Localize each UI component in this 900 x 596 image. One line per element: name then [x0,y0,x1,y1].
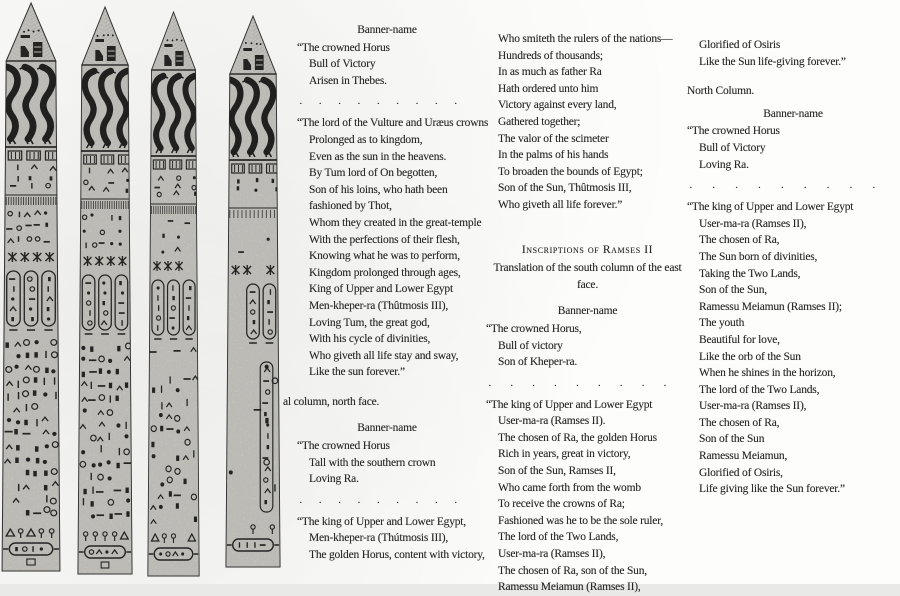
verse-line: Rich in years, great in victory, [498,448,631,461]
verse-line: User-ma-ra (Ramses II), [699,217,807,230]
verse-line: Like the sun forever.” [309,366,405,379]
verse-line: Son of the Sun [699,433,765,446]
verse-line: Who smiteth the rulers of the nations— [498,33,673,45]
verse-line: Kingdom prolonged through ages, [309,266,461,279]
verse-line: Prolonged as to kingdom, [309,133,423,146]
separator-dot: · [299,496,303,509]
verse-stanza [486,321,689,371]
verse-line: “The crowned Horus [297,440,390,453]
separator-dot: · [488,379,492,392]
verse-line: The chosen of Ra, [699,416,780,429]
verse-line: To broaden the bounds of Egypt; [498,165,643,178]
verse-line: Taking the Two Lands, [699,267,801,280]
separator-dot: · [575,379,580,392]
verse-line: Who giveth all life stay and sway, [309,349,459,362]
separator-dot: · [663,379,667,392]
verse-line: Loving Ra. [309,473,359,486]
verse-line: “The crowned Horus [687,125,780,138]
verse-line: Hundreds of thousands; [498,49,603,62]
separator-dot: · [395,98,400,111]
section-heading: Inscriptions of Ramses II [521,243,654,256]
verse-line: Men-kheper-ra (Thûtmosis III), [309,299,449,312]
verse-line: Knowing what he was to perform, [309,250,460,263]
verse-line: Loving Ra. [699,158,749,171]
separator-dot: · [318,496,322,509]
verse-line: Arisen in Thebes. [309,74,387,87]
text-column-middle [486,31,689,596]
separator-dot: · [415,496,419,509]
verse-line: Glorified of Osiris [699,39,781,51]
obelisk-illustration-2 [76,0,134,584]
separator-dot: · [509,379,514,392]
banner-name-heading: Banner-name [557,305,618,318]
obelisk-illustration-1 [0,0,62,584]
separator-dot: · [780,182,784,195]
verse-stanza [297,514,485,564]
verse-stanza [297,115,489,381]
verse-line: Ramessu Meiamun (Ramses II), [498,581,641,594]
verse-line: The chosen of Ra, [699,234,780,247]
verse-stanza [297,40,477,90]
verse-line: With the perfections of their flesh, [309,233,460,246]
separator-dot: · [531,379,536,392]
separator-dot: · [415,98,419,111]
verse-line: Glorified of Osiris, [699,466,783,479]
verse-line: “The king of Upper and Lower Egypt [486,398,653,411]
verse-line: Loving Tum, the great god, [309,316,430,329]
face-caption: al column, north face. [283,395,380,408]
ellipsis-separator [299,497,457,509]
verse-line: Son of his loins, who hath been [309,183,448,196]
verse-line: By Tum lord of On begotten, [309,167,438,180]
separator-dot: · [641,379,645,392]
verse-line: To receive the crowns of Ra; [498,498,625,511]
separator-dot: · [434,98,438,111]
banner-name-heading: Banner-name [357,24,417,36]
separator-dot: · [757,182,762,195]
verse-line: User-ma-ra (Ramses II), [699,400,807,413]
verse-line: “The crowned Horus [297,41,390,54]
verse-line: Like the Sun life-giving forever.” [699,55,846,68]
verse-line: Son of Kheper-ra. [498,356,578,369]
separator-dot: · [453,98,458,111]
verse-line: With his cycle of divinities, [309,333,431,346]
verse-line: “The king of Upper and Lower Egypt, [297,515,466,528]
separator-dot: · [299,98,303,111]
verse-line: fashioned by Thot, [309,200,392,213]
separator-dot: · [553,379,558,392]
separator-dot: · [734,182,739,195]
separator-dot: · [711,182,716,195]
separator-dot: · [689,182,693,195]
verse-stanza [687,199,899,498]
separator-dot: · [453,496,458,509]
verse-line: The golden Horus, content with victory, [309,549,485,562]
text-column-right [687,37,899,498]
verse-line: User-ma-ra (Ramses II), [498,548,606,561]
separator-dot: · [376,98,380,111]
verse-line: Ramessu Meiamun, [699,450,788,463]
verse-line: In the palms of his hands [498,149,609,162]
verse-line: The chosen of Ra, son of the Sun, [498,564,647,577]
verse-line: Life giving like the Sun forever.” [699,483,845,496]
verse-line: The youth [699,317,745,330]
verse-line: Gathered together; [498,115,581,128]
verse-line: “The crowned Horus, [486,322,582,335]
verse-stanza [687,37,899,70]
verse-line: The lord of the Two Lands, [498,531,619,544]
verse-line: Who came forth from the womb [498,481,641,494]
verse-line: Whom they created in the great-temple [309,216,482,229]
separator-dot: · [434,496,438,509]
separator-dot: · [872,182,876,195]
verse-line: Men-kheper-ra (Thútmosis III), [309,532,449,545]
verse-line: Beautiful for love, [699,333,780,346]
verse-stanza [486,397,689,596]
verse-line: Son of the Sun, Thûtmosis III, [498,182,632,195]
verse-line: “The king of Upper and Lower Egypt [687,201,854,214]
verse-line: The Sun born of divinities, [699,250,818,263]
ellipsis-separator [299,98,457,110]
banner-name-heading: Banner-name [357,422,417,435]
verse-line: Bull of Victory [309,58,376,71]
separator-dot: · [826,182,830,195]
separator-dot: · [337,496,342,509]
verse-line: “The lord of the Vulture and Uræus crowns [297,117,489,130]
verse-line: Tall with the southern crown [309,456,436,469]
verse-line: When he shines in the horizon, [699,367,836,380]
verse-stanza [687,123,899,173]
verse-line: Even as the sun in the heavens. [309,150,447,163]
verse-stanza [297,438,477,488]
section-subheading: Translation of the south column of the east face. [493,262,682,291]
separator-dot: · [376,496,380,509]
verse-line: Fashioned was he to be the sole ruler, [498,514,664,527]
separator-dot: · [849,182,853,195]
verse-line: Bull of victory [498,339,563,352]
verse-line: Hath ordered unto him [498,82,599,95]
separator-dot: · [619,379,623,392]
verse-line: The valor of the scimeter [498,132,609,145]
face-caption: North Column. [687,85,755,98]
verse-line: King of Upper and Lower Egypt [309,283,453,296]
separator-dot: · [597,379,601,392]
separator-dot: · [318,98,322,111]
ellipsis-separator [488,380,667,392]
verse-line: Victory against every land, [498,99,617,112]
verse-line: Bull of Victory [699,141,766,154]
obelisk-illustration-4 [224,0,282,584]
verse-line: Like the orb of the Sun [699,350,801,363]
separator-dot: · [357,496,361,509]
separator-dot: · [803,182,807,195]
verse-line: User-ma-ra (Ramses II). [498,415,606,428]
verse-line: Son of the Sun, Ramses II, [498,465,616,478]
ellipsis-separator [689,182,876,194]
verse-line: Son of the Sun, [699,284,767,297]
separator-dot: · [395,496,400,509]
verse-line: Who giveth all life forever.” [498,198,623,211]
separator-dot: · [337,98,342,111]
verse-line: In as much as father Ra [498,66,602,79]
separator-dot: · [357,98,361,111]
banner-name-heading: Banner-name [763,107,823,120]
obelisk-illustration-3 [146,0,201,584]
verse-line: The lord of the Two Lands, [699,383,820,396]
verse-line: Ramessu Meiamun (Ramses II); [699,300,842,313]
text-column-left [283,22,489,564]
verse-stanza [486,31,689,214]
verse-line: The chosen of Ra, the golden Horus [498,431,657,444]
